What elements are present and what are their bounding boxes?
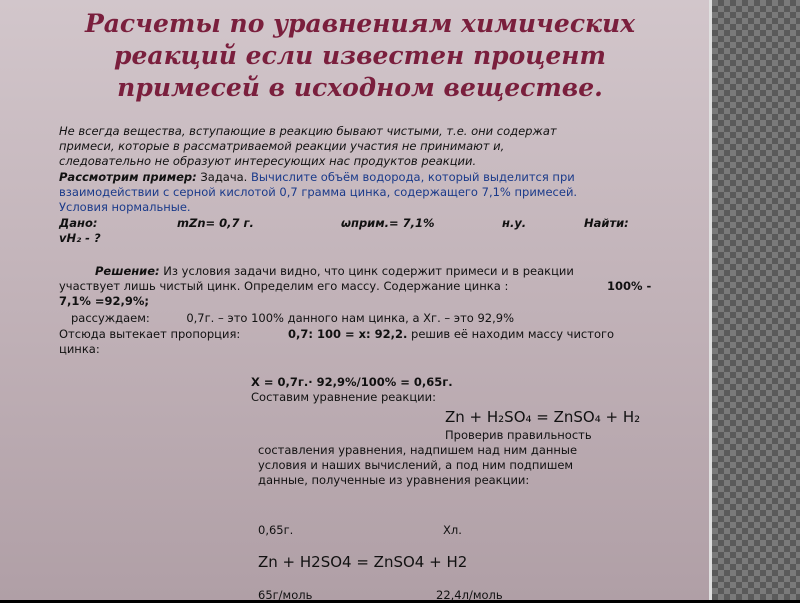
solution-text-1: Из условия задачи видно, что цинк содержит примеси и в реакции — [159, 264, 574, 278]
example-label: Рассмотрим пример: — [59, 170, 197, 184]
solution-line-1 — [95, 264, 574, 279]
above-right: Хл. — [443, 523, 462, 537]
equation-1: Zn + H₂SO₄ = ZnSO₄ + H₂ — [445, 408, 641, 426]
result-formula: Х = 0,7г.· 92,9%/100% = 0,65г. — [251, 375, 453, 389]
note-line-2: составления уравнения, надпишем над ним данные — [258, 443, 578, 457]
proportion: 0,7: 100 = х: 92,2. — [288, 327, 408, 341]
solution-line-5 — [288, 327, 614, 342]
solution-line-3: 7,1% =92,9%; — [59, 294, 150, 308]
note-line-1: Проверив правильность — [445, 428, 592, 442]
compose-equation: Составим уравнение реакции: — [251, 390, 436, 404]
solution-line-2a: участвует лишь чистый цинк. Определим его массу. Содержание цинка : — [59, 279, 509, 293]
title-line-2: реакций если известен процент — [114, 41, 606, 70]
task-line-3: Условия нормальные. — [59, 200, 191, 214]
intro-line-2: примеси, которые в рассматриваемой реакции участия не принимают и, — [59, 139, 505, 153]
example-line-1 — [59, 170, 575, 185]
given-label: Дано: — [59, 216, 98, 230]
solution-label: Решение: — [95, 264, 160, 278]
unknown-volume: vH₂ - ? — [59, 231, 101, 245]
given-conditions: н.у. — [502, 216, 527, 230]
solution-text-5c: решив её находим массу чистого — [407, 327, 615, 341]
title-line-1: Расчеты по уравнениям химических — [84, 9, 636, 38]
equation-2: Zn + H2SO4 = ZnSO4 + H2 — [258, 553, 468, 571]
task-line-1: Вычислите объём водорода, который выделится при — [247, 170, 575, 184]
solution-line-5a: Отсюда вытекает пропорция: — [59, 327, 241, 341]
below-left: 65г/моль — [258, 588, 313, 602]
intro-line-3: следовательно не образуют интересующих нас продуктов реакции. — [59, 154, 477, 168]
below-right: 22,4л/моль — [436, 588, 503, 602]
title-line-3: примесей в исходном веществе. — [117, 73, 603, 102]
task-word: Задача. — [196, 170, 248, 184]
solution-line-4: рассуждаем: 0,7г. – это 100% данного нам цинка, а Хг. – это 92,9% — [71, 311, 515, 325]
above-left: 0,65г. — [258, 523, 294, 537]
given-mass: mZn= 0,7 г. — [177, 216, 254, 230]
given-impurity: ωприм.= 7,1% — [341, 216, 435, 230]
solution-line-2b: 100% - — [607, 279, 652, 293]
intro-line-1: Не всегда вещества, вступающие в реакцию бывают чистыми, т.е. они содержат — [59, 124, 557, 138]
find-label: Найти: — [584, 216, 629, 230]
solution-line-6: цинка: — [59, 342, 100, 356]
decorative-side-pattern — [712, 0, 800, 600]
note-line-3: условия и наших вычислений, а под ним подпишем — [258, 458, 574, 472]
task-line-2: взаимодействии с серной кислотой 0,7 грамма цинка, содержащего 7,1% примесей. — [59, 185, 578, 199]
note-line-4: данные, полученные из уравнения реакции: — [258, 473, 530, 487]
